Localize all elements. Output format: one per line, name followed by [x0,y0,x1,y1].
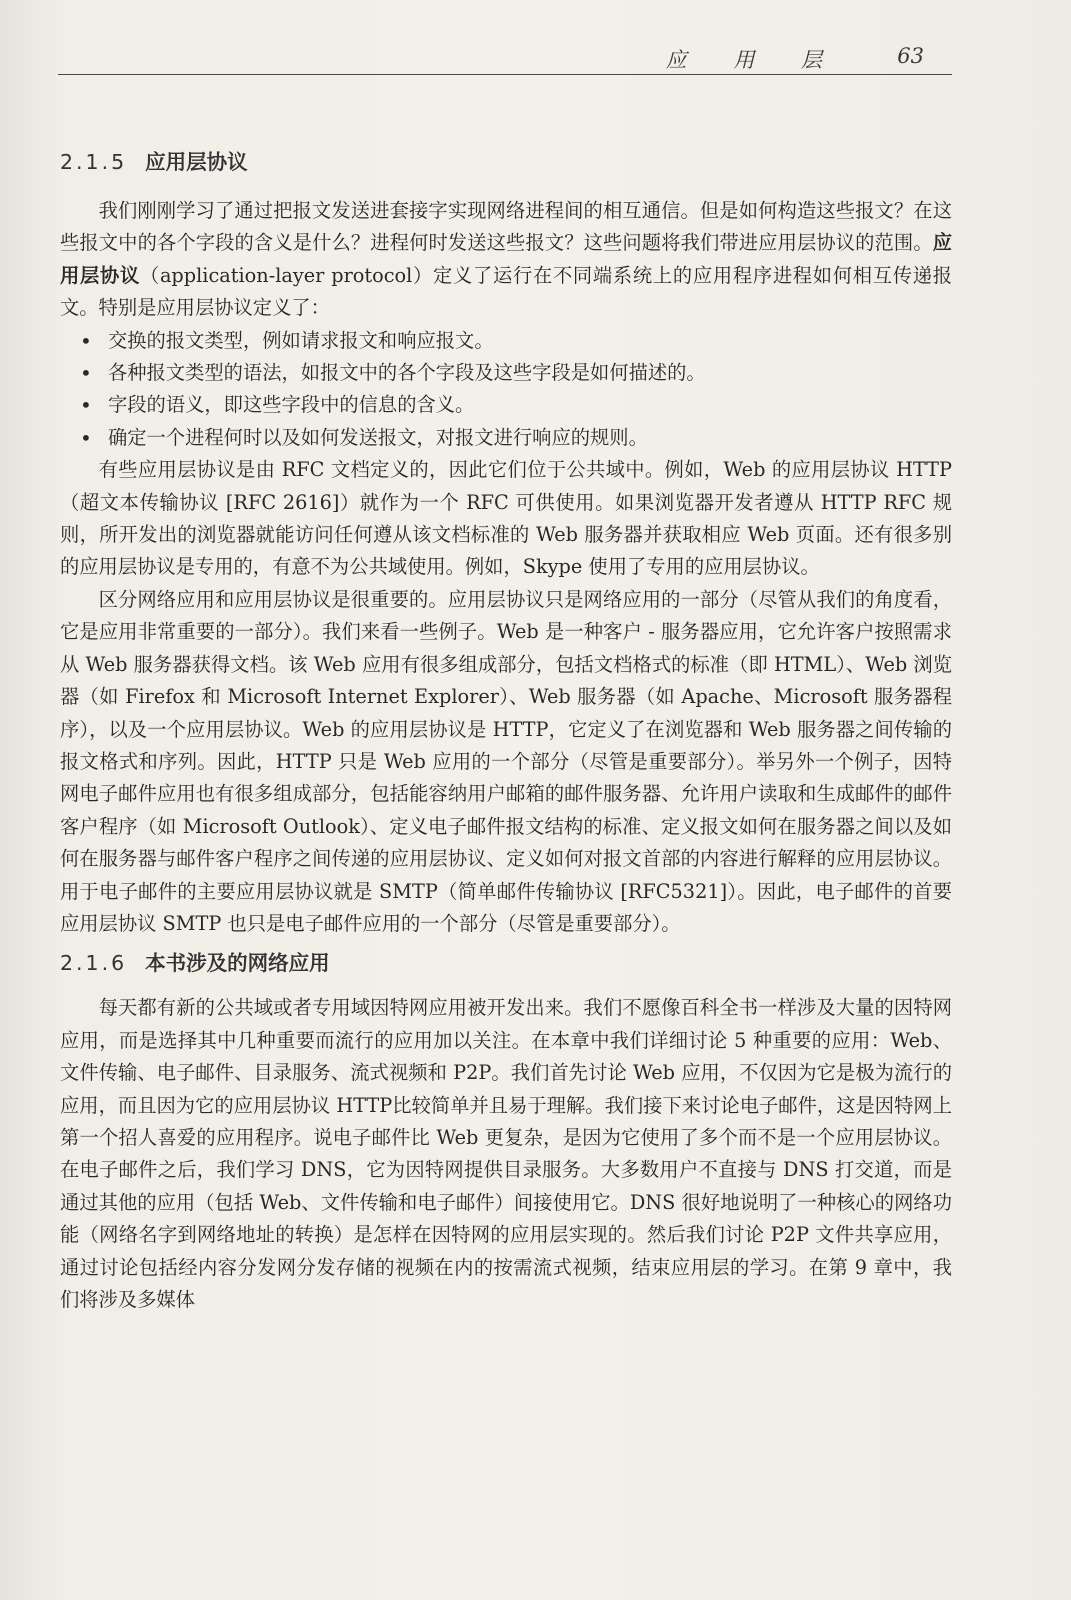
page-number: 63 [897,44,924,68]
bullet-list [60,325,952,455]
text-run: 我们刚刚学习了通过把报文发送进套接字实现网络进程间的相互通信。但是如何构造这些报文？在这些报文中的各个字段的含义是什么？进程何时发送这些报文？这些问题将我们带进应用层协议的范围。 [60,199,952,255]
section-heading-2-1-6 [60,946,952,980]
paragraph: 区分网络应用和应用层协议是很重要的。应用层协议只是网络应用的一部分（尽管从我们的角度看，它是应用非常重要的一部分）。我们来看一些例子。Web 是一种客户 - 服务器应用，它允许客户按照需求从 Web 服务器获得文档。该 Web 应用有很多组成部分，包括文档格式的标准（即 HTML）、Web 浏览器（如 Firefox 和 Microsoft Internet Explorer）、Web 服务器（如 Apache、Microsoft 服务器程序），以及一个应用层协议。Web 的应用层协议是 HTTP，它定义了在浏览器和 Web 服务器之间传输的报文格式和序列。因此，HTTP 只是 Web 应用的一个部分（尽管是重要部分）。举另外一个例子，因特网电子邮件应用也有很多组成部分，包括能容纳用户邮箱的邮件服务器、允许用户读取和生成邮件的邮件客户程序（如 Microsoft Outlook）、定义电子邮件报文结构的标准、定义报文如何在服务器之间以及如何在服务器与邮件客户程序之间传递的应用层协议、定义如何对报文首部的内容进行解释的应用层协议。用于电子邮件的主要应用层协议就是 SMTP（简单邮件传输协议 [RFC5321]）。因此，电子邮件的首要应用层协议 SMTP 也只是电子邮件应用的一个部分（尽管是重要部分）。 [60,587,952,935]
section-title: 本书涉及的网络应用 [145,951,330,976]
text-run: （application-layer protocol）定义了运行在不同端系统上的应用程序进程如何相互传递报文。特别是应用层协议定义了： [60,263,952,320]
section-heading-2-1-5 [60,145,952,179]
paragraph [60,195,952,325]
paragraph: 有些应用层协议是由 RFC 文档定义的，因此它们位于公共域中。例如，Web 的应用层协议 HTTP（超文本传输协议 [RFC 2616]）就作为一个 RFC 可供使用。如果浏览器开发者遵从 HTTP RFC 规则，所开发出的浏览器就能访问任何遵从该文档标准的 Web 服务器并获取相应 Web 页面。还有很多别的应用层协议是专用的，有意不为公共域使用。例如，Skype 使用了专用的应用层协议。 [60,458,952,579]
key-term: 应用层协议 [60,231,952,287]
list-item: • 字段的语义，即这些字段中的信息的含义。 [108,389,952,421]
page-content [60,145,952,1316]
list-item: • 确定一个进程何时以及如何发送报文，对报文进行响应的规则。 [108,422,952,454]
paragraph: 每天都有新的公共域或者专用域因特网应用被开发出来。我们不愿像百科全书一样涉及大量的因特网应用，而是选择其中几种重要而流行的应用加以关注。在本章中我们详细讨论 5 种重要的应用：Web、文件传输、电子邮件、目录服务、流式视频和 P2P。我们首先讨论 Web 应用，不仅因为它是极为流行的应用，而且因为它的应用层协议 HTTP比较简单并且易于理解。我们接下来讨论电子邮件，这是因特网上第一个招人喜爱的应用程序。说电子邮件比 Web 更复杂，是因为它使用了多个而不是一个应用层协议。在电子邮件之后，我们学习 DNS，它为因特网提供目录服务。大多数用户不直接与 DNS 打交道，而是通过其他的应用（包括 Web、文件传输和电子邮件）间接使用它。DNS 很好地说明了一种核心的网络功能（网络名字到网络地址的转换）是怎样在因特网的应用层实现的。然后我们讨论 P2P 文件共享应用，通过讨论包括经内容分发网分发存储的视频在内的按需流式视频，结束应用层的学习。在第 9 章中，我们将涉及多媒体 [60,996,952,1311]
section-number: 2.1.5 [60,150,128,174]
list-item: • 各种报文类型的语法，如报文中的各个字段及这些字段是如何描述的。 [108,357,952,389]
section-title: 应用层协议 [145,150,248,174]
section-number: 2.1.6 [60,951,128,976]
running-header [58,44,952,75]
chapter-title: 应 用 层 [665,48,842,72]
list-item: • 交换的报文类型，例如请求报文和响应报文。 [108,325,952,357]
